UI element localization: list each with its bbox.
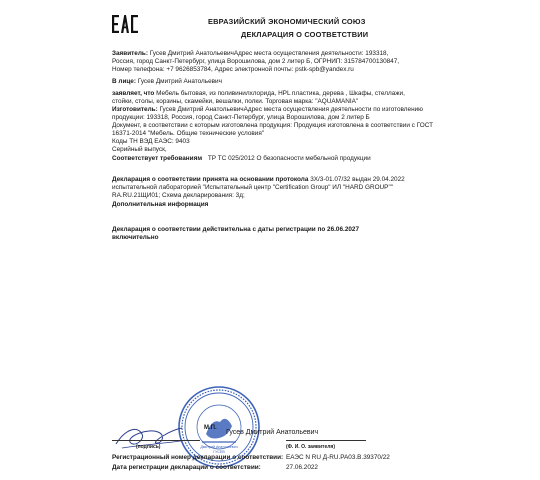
declares-value-1: Мебель бытовая, из поливинилхлорида, HPL пластика, дерева , Шкафы, стеллажи, xyxy=(156,90,405,97)
manufacturer-line-1 xyxy=(112,106,423,114)
signature-line xyxy=(112,440,200,441)
applicant-value-1: Гусев Дмитрий АнатольевичАдрес места осуществления деятельности: 193318, xyxy=(149,50,389,57)
stamp-bottom-text: ГУСЕВ xyxy=(213,450,225,454)
registration-number-label: Регистрационный номер декларации о соответствии: xyxy=(112,454,284,461)
validity-line-1: Декларация о соответствии действительна с даты регистрации по 26.06.2027 xyxy=(112,226,360,233)
applicant-line-1 xyxy=(112,50,388,58)
manufacturer-label: Изготовитель: xyxy=(112,106,158,113)
basis-line-3: RA.RU.21ЩИ01; Схема декларирования: 3д; xyxy=(112,192,245,199)
signature-caption: (подпись) xyxy=(136,444,161,450)
basis-line-1 xyxy=(112,176,405,184)
person-label: В лице: xyxy=(112,78,136,85)
declares-line-2: стойки, столы, корзины, скамейки, вешалки, полки. Торговая марка: "AQUAMANIA" xyxy=(112,98,359,105)
conformity-value: ТР ТС 025/2012 О безопасности мебельной продукции xyxy=(207,155,371,162)
applicant-line-2: Россия, город Санкт-Петербург, улица Ворошилова, дом 2 литер Б, ОГРНИП: 315784700130847, xyxy=(112,58,400,65)
declares-line-1 xyxy=(112,90,405,98)
standard-doc-line-2: 16371-2014 "Мебель. Общие технические условия" xyxy=(112,130,265,137)
registration-date-value: 27.06.2022 xyxy=(286,464,318,471)
document-title: ДЕКЛАРАЦИЯ О СООТВЕТСТВИИ xyxy=(241,30,369,39)
registration-number-value: ЕАЭС N RU Д-RU.PA03.B.39370/22 xyxy=(286,454,390,461)
applicant-person xyxy=(112,78,222,86)
fio-caption: (Ф. И. О. заявителя) xyxy=(286,444,336,450)
declares-label: заявляет, что xyxy=(112,90,155,97)
manufacturer-line-2: продукции: 193318, Россия, город Санкт-Петербург, улица Ворошилова, дом 2 литер Б xyxy=(112,114,370,121)
manufacturer-value-1: Гусев Дмитрий АнатольевичАдрес места осуществления деятельности по изготовлению xyxy=(159,106,423,113)
applicant-line-3: Номер телефона: +7 9626853784, Адрес электронной почты: pstk-spb@yandex.ru xyxy=(112,66,354,73)
eac-logo xyxy=(112,13,138,35)
applicant-signature-name: Гусев Дмитрий Анатольевич xyxy=(226,429,319,436)
basis-value: 3Х/3-01.07/32 выдан 29.04.2022 xyxy=(310,176,405,183)
conformity-line xyxy=(112,155,371,163)
tn-ved-codes: Коды ТН ВЭД ЕАЭС: 9403 xyxy=(112,138,190,145)
basis-line-2: испытательной лабораторией "Испытательный центр "Certification Group" ИЛ "HARD GROUP"" xyxy=(112,184,393,191)
conformity-label: Соответствует требованиям xyxy=(112,155,203,162)
fio-line xyxy=(286,440,366,441)
registration-date-label: Дата регистрации декларации о соответствии: xyxy=(112,464,261,471)
applicant-label: Заявитель: xyxy=(112,50,148,57)
stamp-center-text: Дмитрий Анатольевич xyxy=(200,445,238,449)
validity-line-2: включительно xyxy=(112,234,159,241)
serial-production: Серийный выпуск, xyxy=(112,146,167,153)
standard-doc-line-1: Документ, в соответствии с которым изготовлена продукция: Продукция изготовлена в соответствии с ГОСТ xyxy=(112,122,434,129)
union-title: ЕВРАЗИЙСКИЙ ЭКОНОМИЧЕСКИЙ СОЮЗ xyxy=(208,17,366,26)
additional-info-label: Дополнительная информация xyxy=(112,201,209,208)
basis-label: Декларация о соответствии принята на основании протокола xyxy=(112,176,309,183)
person-value: Гусев Дмитрий Анатольевич xyxy=(137,78,222,85)
mp-label: М.П. xyxy=(204,425,217,431)
